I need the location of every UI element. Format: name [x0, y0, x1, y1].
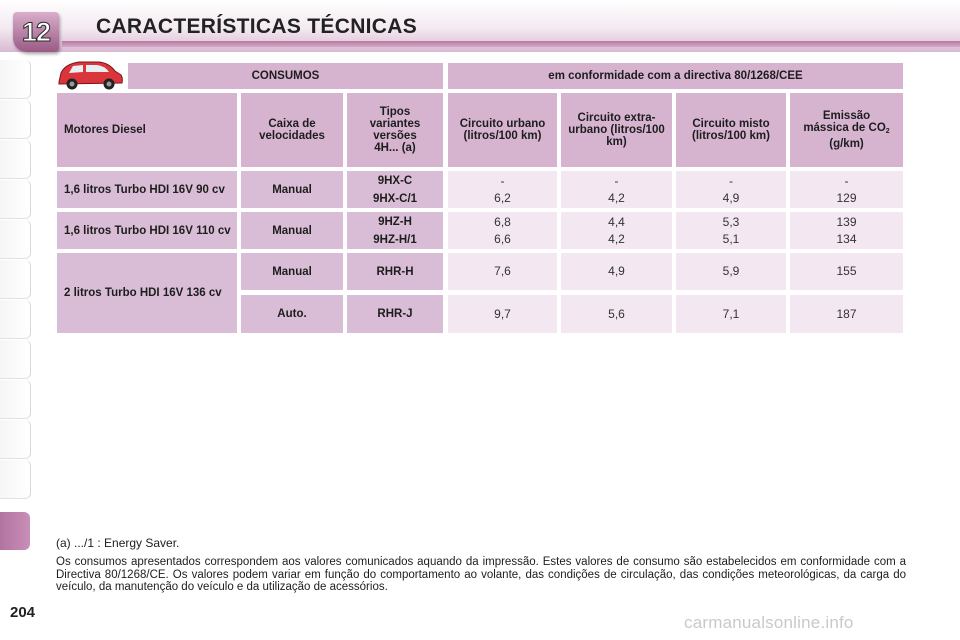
row-engine-label: 1,6 litros Turbo HDI 16V 110 cv — [57, 212, 237, 249]
row-urban — [448, 212, 557, 249]
chapter-tab[interactable] — [0, 100, 31, 139]
chapter-tab[interactable] — [0, 300, 31, 339]
variant-code: 9HX-C — [377, 174, 413, 187]
watermark: carmanualsonline.info — [684, 613, 854, 632]
col-header-extra-urban: Circuito extra-urbano (litros/100 km) — [561, 93, 672, 167]
chapter-tab[interactable] — [0, 60, 31, 99]
chapter-tab[interactable] — [0, 340, 31, 379]
value: 5,3 — [722, 214, 740, 229]
value: 5,1 — [722, 231, 740, 246]
car-icon — [55, 58, 125, 92]
col-header-urban: Circuito urbano (litros/100 km) — [448, 93, 557, 167]
value: 4,4 — [608, 214, 625, 229]
value: 134 — [836, 231, 857, 246]
row-co2 — [790, 295, 903, 333]
col-header-engine: Motores Diesel — [57, 93, 237, 167]
value: 155 — [836, 264, 857, 278]
row-variants: RHR-J — [347, 295, 443, 333]
variant-code: 9HZ-H/1 — [373, 233, 417, 246]
value: 5,6 — [608, 306, 625, 321]
header-divider — [62, 41, 960, 47]
co2-subscript: 2 — [885, 128, 890, 135]
body-paragraph: Os consumos apresentados correspondem aos valores comunicados aquando da impressão. Estes valores de consumo são estabelecidos em conformidade com a Directiva 80/1268/CE. Os valores podem variar em função do comportamento ao volante, das condições de circulação, das condições meteorológicas, da carga do veículo, da manutenção do veículo e da utilização de acessórios. — [56, 556, 906, 593]
chapter-tab[interactable] — [0, 260, 31, 299]
row-variants — [347, 212, 443, 249]
row-gearbox: Manual — [241, 212, 343, 249]
chapter-tab[interactable] — [0, 380, 31, 419]
value: - — [844, 173, 849, 188]
value: 187 — [836, 306, 857, 321]
value: 139 — [836, 214, 857, 229]
row-gearbox: Auto. — [241, 295, 343, 333]
row-urban — [448, 295, 557, 333]
footnote: (a) .../1 : Energy Saver. — [56, 536, 180, 550]
value: 6,2 — [494, 190, 511, 205]
chapter-tab-active[interactable] — [0, 512, 30, 550]
row-mixed — [676, 212, 786, 249]
page-number: 204 — [10, 604, 36, 621]
row-co2 — [790, 253, 903, 290]
value: - — [614, 173, 619, 188]
value: 7,1 — [722, 306, 740, 321]
value: - — [729, 173, 733, 188]
chapter-tabs — [0, 60, 32, 620]
row-mixed — [676, 171, 786, 208]
row-mixed — [676, 253, 786, 290]
value: 4,9 — [608, 264, 625, 278]
value: 9,7 — [494, 306, 511, 321]
value: 4,9 — [722, 190, 740, 205]
chapter-tab[interactable] — [0, 220, 31, 259]
row-extra-urban — [561, 295, 672, 333]
value: - — [500, 173, 505, 188]
row-engine-label: 1,6 litros Turbo HDI 16V 90 cv — [57, 171, 237, 208]
value: 4,2 — [608, 190, 625, 205]
row-variants — [347, 171, 443, 208]
row-urban — [448, 171, 557, 208]
chapter-tab[interactable] — [0, 180, 31, 219]
chapter-number-badge: 12 — [13, 12, 59, 52]
row-gearbox: Manual — [241, 171, 343, 208]
chapter-title: CARACTERÍSTICAS TÉCNICAS — [96, 15, 418, 38]
row-extra-urban — [561, 212, 672, 249]
row-mixed — [676, 295, 786, 333]
chapter-tab[interactable] — [0, 420, 31, 459]
row-extra-urban — [561, 171, 672, 208]
row-engine-label: 2 litros Turbo HDI 16V 136 cv — [57, 253, 237, 333]
value: 5,9 — [722, 264, 740, 278]
row-urban — [448, 253, 557, 290]
value: 7,6 — [494, 264, 511, 278]
variant-code: 9HX-C/1 — [372, 192, 418, 205]
value: 6,8 — [494, 214, 511, 229]
row-gearbox: Manual — [241, 253, 343, 290]
co2-unit: (g/km) — [829, 138, 864, 150]
table-group-directive: em conformidade com a directiva 80/1268/CEE — [448, 63, 903, 89]
col-header-variants: Tipos variantes versões 4H... (a) — [347, 93, 443, 167]
chapter-tab[interactable] — [0, 140, 31, 179]
value: 6,6 — [494, 231, 511, 246]
row-variants: RHR-H — [347, 253, 443, 290]
row-co2 — [790, 212, 903, 249]
chapter-tab[interactable] — [0, 460, 31, 499]
col-header-gearbox: Caixa de velocidades — [241, 93, 343, 167]
value: 129 — [836, 190, 857, 205]
row-co2 — [790, 171, 903, 208]
row-extra-urban — [561, 253, 672, 290]
value: 4,2 — [608, 231, 625, 246]
variant-code: 9HZ-H — [378, 215, 412, 228]
table-group-consumos: CONSUMOS — [128, 63, 443, 89]
col-header-co2 — [790, 93, 903, 167]
col-header-mixed: Circuito misto (litros/100 km) — [676, 93, 786, 167]
co2-label: Emissão mássica de CO — [803, 110, 886, 134]
